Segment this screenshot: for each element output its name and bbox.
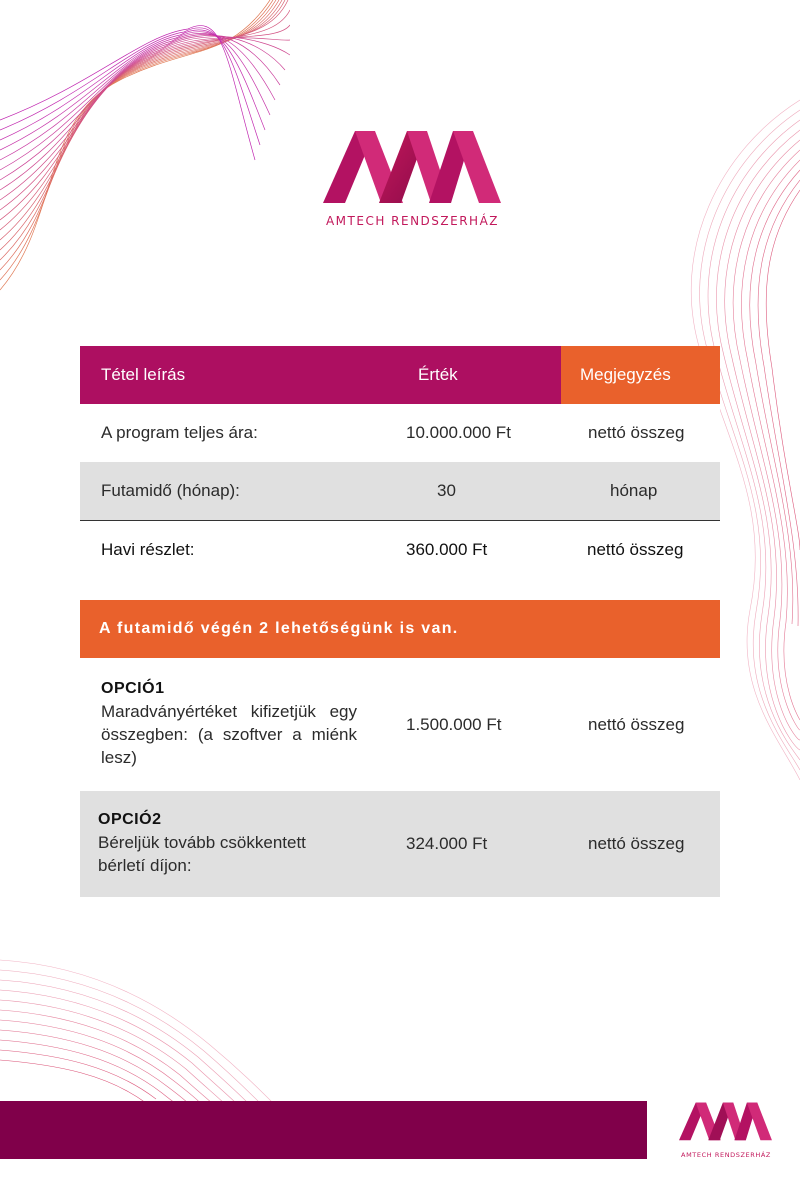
option-desc: Maradványértéket kifizetjük egy összegben: (a szoftver a miénk lesz): [101, 702, 357, 767]
row-note: nettó összeg: [587, 540, 684, 559]
am-logo-icon: [323, 128, 503, 208]
header-note: Megjegyzés: [580, 365, 671, 384]
am-logo-icon: [679, 1100, 773, 1144]
option-title: OPCIÓ2: [98, 811, 162, 828]
option-value: 1.500.000 Ft: [406, 714, 502, 734]
option-desc: Béreljük tovább csökkentett bérletí díjon:: [98, 833, 306, 875]
header-value: Érték: [418, 365, 458, 384]
row-desc: A program teljes ára:: [101, 423, 258, 442]
row-desc: Futamidő (hónap):: [101, 481, 240, 500]
brand-logo-bottom: [676, 1100, 776, 1162]
row-note: nettó összeg: [588, 423, 685, 442]
option-row: [80, 658, 720, 791]
option-value: 324.000 Ft: [406, 834, 488, 853]
row-value: 360.000 Ft: [406, 540, 488, 559]
table-row: [80, 462, 720, 521]
row-value: 30: [437, 481, 456, 500]
option-text-block: [101, 658, 357, 791]
brand-name: AMTECH RENDSZERHÁZ: [325, 214, 500, 228]
brand-logo-top: [320, 128, 505, 243]
options-banner-text: A futamidő végén 2 lehetőségünk is van.: [99, 620, 459, 637]
header-desc: Tétel leírás: [101, 365, 186, 384]
option-note: nettó összeg: [588, 714, 685, 734]
row-desc: Havi részlet:: [101, 540, 195, 559]
table-row: [80, 521, 720, 579]
option-text-block: [98, 791, 354, 897]
options-banner: [80, 600, 720, 658]
wave-decoration-top-left: [0, 0, 290, 300]
table-header: [80, 346, 720, 404]
option-note: nettó összeg: [588, 834, 685, 853]
footer-bar: [0, 1101, 647, 1159]
brand-name-small: AMTECH RENDSZERHÁZ: [681, 1151, 771, 1159]
option-row: [80, 791, 720, 897]
row-value: 10.000.000 Ft: [406, 423, 511, 442]
option-title: OPCIÓ1: [101, 680, 165, 697]
wave-decoration-bottom-left: [0, 955, 300, 1105]
row-note: hónap: [610, 481, 658, 500]
table-row: [80, 404, 720, 462]
